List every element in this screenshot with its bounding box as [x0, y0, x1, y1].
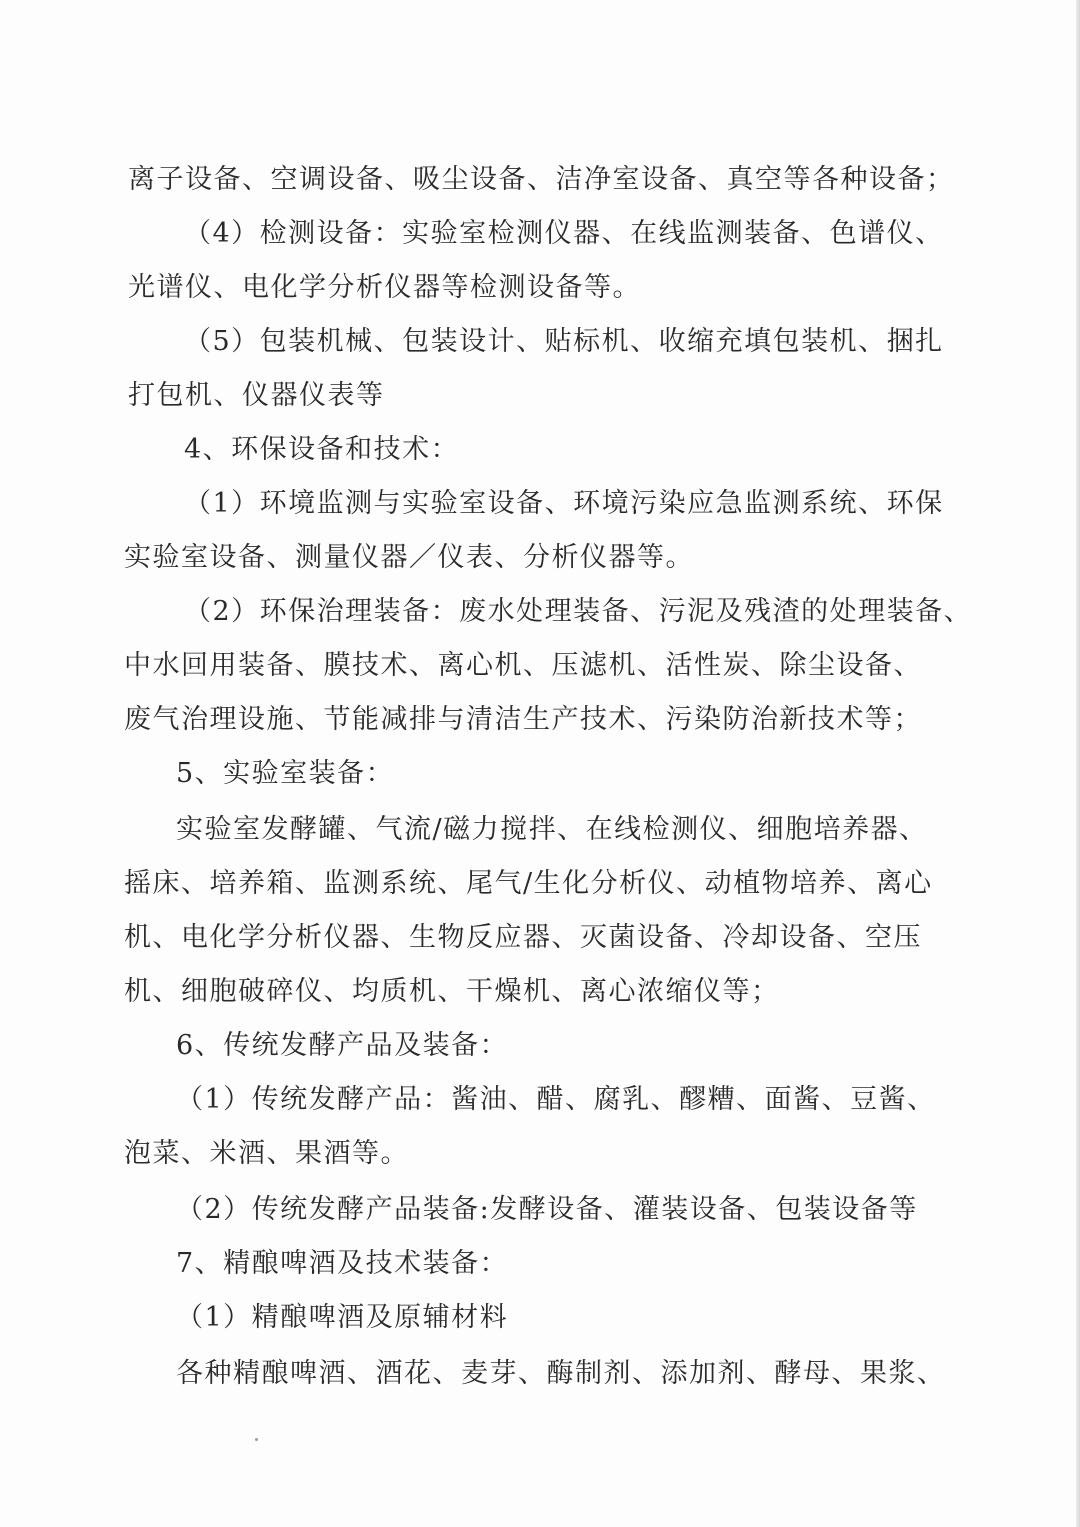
text-line-3: 光谱仪、电化学分析仪器等检测设备等。 — [128, 272, 641, 303]
text-line-13: 实验室发酵罐、气流/磁力搅拌、在线检测仪、细胞培养器、 — [176, 814, 928, 845]
text-line-16: 机、细胞破碎仪、均质机、干燥机、离心浓缩仪等； — [124, 976, 780, 1007]
text-line-22: （1）精酿啤酒及原辅材料 — [176, 1302, 509, 1333]
text-line-7: （1）环境监测与实验室设备、环境污染应急监测系统、环保 — [184, 488, 944, 519]
text-line-19: 泡菜、米酒、果酒等。 — [124, 1138, 409, 1169]
text-line-18: （1）传统发酵产品：酱油、醋、腐乳、醪糟、面酱、豆酱、 — [176, 1084, 936, 1115]
text-line-1: 离子设备、空调设备、吸尘设备、洁净室设备、真空等各种设备； — [128, 164, 955, 195]
scan-speck — [255, 1438, 258, 1441]
text-line-4: （5）包装机械、包装设计、贴标机、收缩充填包装机、捆扎 — [184, 326, 944, 357]
text-line-11: 废气治理设施、节能减排与清洁生产技术、污染防治新技术等； — [124, 704, 922, 735]
text-line-23: 各种精酿啤酒、酒花、麦芽、酶制剂、添加剂、酵母、果浆、 — [176, 1358, 946, 1389]
section-heading-6: 6、传统发酵产品及装备： — [176, 1030, 509, 1061]
text-line-15: 机、电化学分析仪器、生物反应器、灭菌设备、冷却设备、空压 — [124, 922, 922, 953]
text-line-20: （2）传统发酵产品装备:发酵设备、灌装设备、包装设备等 — [176, 1194, 918, 1225]
text-line-14: 摇床、培养箱、监测系统、尾气/生化分析仪、动植物培养、离心 — [124, 868, 933, 899]
section-heading-5: 5、实验室装备： — [176, 758, 395, 789]
section-heading-7: 7、精酿啤酒及技术装备： — [176, 1248, 509, 1279]
text-line-10: 中水回用装备、膜技术、离心机、压滤机、活性炭、除尘设备、 — [124, 650, 922, 681]
text-line-2: （4）检测设备：实验室检测仪器、在线监测装备、色谱仪、 — [184, 218, 944, 249]
text-line-5: 打包机、仪器仪表等 — [128, 380, 385, 411]
text-line-8: 实验室设备、测量仪器／仪表、分析仪器等。 — [124, 542, 694, 573]
scan-edge-shadow — [1076, 0, 1080, 1527]
section-heading-4: 4、环保设备和技术： — [184, 434, 460, 465]
text-line-9: （2）环保治理装备：废水处理装备、污泥及残渣的处理装备、 — [184, 596, 973, 627]
